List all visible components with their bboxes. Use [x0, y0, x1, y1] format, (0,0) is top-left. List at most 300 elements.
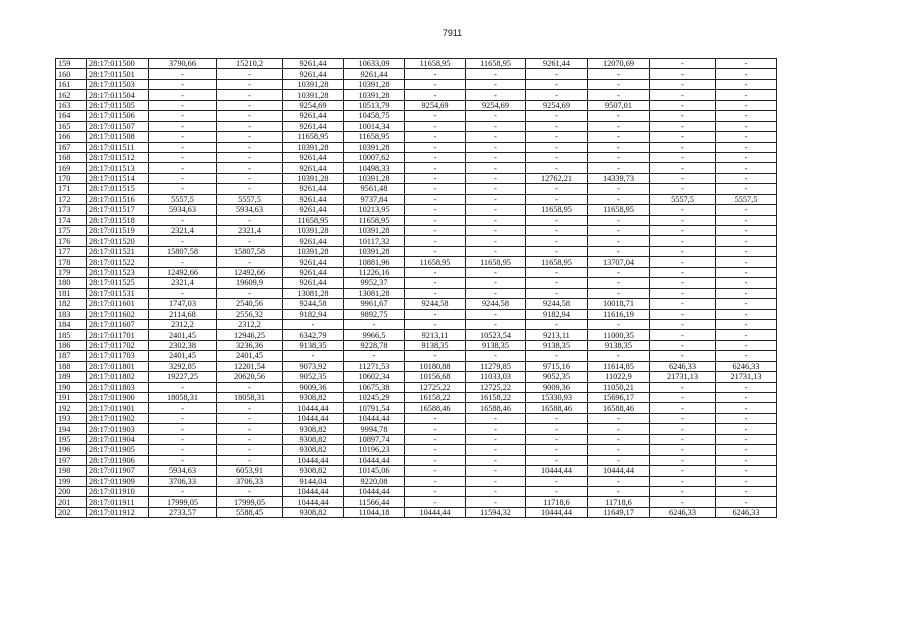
- value-col-6-cell: 10391,28: [344, 226, 405, 236]
- value-col-7-cell: -: [405, 194, 466, 204]
- value-col-6-cell: 10007,62: [344, 152, 405, 162]
- value-col-9-cell: 9715,16: [526, 361, 588, 371]
- value-col-12-cell: -: [716, 299, 777, 309]
- value-col-5-cell: 9144,04: [283, 476, 344, 486]
- value-col-5-cell: -: [283, 351, 344, 361]
- value-col-12-cell: -: [716, 184, 777, 194]
- value-col-9-cell: 9182,94: [526, 309, 588, 319]
- value-col-6-cell: 10675,38: [344, 382, 405, 392]
- value-col-4-cell: -: [217, 236, 283, 246]
- value-col-8-cell: -: [466, 486, 526, 496]
- row-number-cell: 166: [56, 132, 87, 142]
- cadastral-quarter-cell: 28:17:011521: [87, 246, 149, 256]
- value-col-3-cell: -: [149, 100, 217, 110]
- table-row: [56, 507, 777, 517]
- value-col-9-cell: 9254,69: [526, 100, 588, 110]
- value-col-8-cell: 11033,03: [466, 372, 526, 382]
- row-number-cell: 194: [56, 424, 87, 434]
- value-col-11-cell: -: [650, 403, 716, 413]
- row-number-cell: 168: [56, 152, 87, 162]
- row-number-cell: 178: [56, 257, 87, 267]
- cadastral-quarter-cell: 28:17:011803: [87, 382, 149, 392]
- value-col-3-cell: 3706,33: [149, 476, 217, 486]
- value-col-8-cell: -: [466, 152, 526, 162]
- row-number-cell: 187: [56, 351, 87, 361]
- value-col-3-cell: -: [149, 413, 217, 423]
- value-col-9-cell: 15330,93: [526, 393, 588, 403]
- value-col-8-cell: 16588,46: [466, 403, 526, 413]
- cadastral-quarter-cell: 28:17:011505: [87, 100, 149, 110]
- row-number-cell: 180: [56, 278, 87, 288]
- value-col-6-cell: 9952,37: [344, 278, 405, 288]
- value-col-6-cell: 10444,44: [344, 455, 405, 465]
- value-col-8-cell: -: [466, 455, 526, 465]
- row-number-cell: 160: [56, 69, 87, 79]
- value-col-10-cell: -: [588, 476, 650, 486]
- value-col-10-cell: 10444,44: [588, 466, 650, 476]
- value-col-9-cell: -: [526, 111, 588, 121]
- value-col-3-cell: 2312,2: [149, 319, 217, 329]
- value-col-7-cell: -: [405, 445, 466, 455]
- value-col-3-cell: -: [149, 424, 217, 434]
- value-col-7-cell: -: [405, 497, 466, 507]
- value-col-11-cell: -: [650, 476, 716, 486]
- value-col-6-cell: 10897,74: [344, 434, 405, 444]
- value-col-8-cell: 16158,22: [466, 393, 526, 403]
- value-col-7-cell: -: [405, 90, 466, 100]
- value-col-6-cell: 10444,44: [344, 486, 405, 496]
- value-col-9-cell: -: [526, 278, 588, 288]
- value-col-12-cell: -: [716, 393, 777, 403]
- table-row: [56, 100, 777, 110]
- value-col-11-cell: -: [650, 340, 716, 350]
- value-col-11-cell: -: [650, 69, 716, 79]
- value-col-3-cell: 15807,58: [149, 246, 217, 256]
- value-col-11-cell: -: [650, 486, 716, 496]
- value-col-10-cell: -: [588, 132, 650, 142]
- value-col-11-cell: -: [650, 121, 716, 131]
- value-col-10-cell: -: [588, 246, 650, 256]
- value-col-7-cell: -: [405, 319, 466, 329]
- value-col-9-cell: -: [526, 486, 588, 496]
- cadastral-quarter-cell: 28:17:011507: [87, 121, 149, 131]
- value-col-4-cell: 12492,66: [217, 267, 283, 277]
- value-col-10-cell: -: [588, 121, 650, 131]
- value-col-8-cell: -: [466, 79, 526, 89]
- table-row: [56, 476, 777, 486]
- value-col-9-cell: -: [526, 424, 588, 434]
- row-number-cell: 174: [56, 215, 87, 225]
- cadastral-quarter-cell: 28:17:011911: [87, 497, 149, 507]
- value-col-7-cell: -: [405, 142, 466, 152]
- cadastral-quarter-cell: 28:17:011508: [87, 132, 149, 142]
- value-col-12-cell: 5557,5: [716, 194, 777, 204]
- value-col-4-cell: 2312,2: [217, 319, 283, 329]
- value-col-3-cell: 3790,66: [149, 59, 217, 69]
- value-col-11-cell: -: [650, 90, 716, 100]
- value-col-3-cell: 2321,4: [149, 278, 217, 288]
- row-number-cell: 177: [56, 246, 87, 256]
- value-col-5-cell: 9261,44: [283, 205, 344, 215]
- value-col-10-cell: -: [588, 69, 650, 79]
- value-col-3-cell: -: [149, 173, 217, 183]
- value-col-6-cell: 11658,95: [344, 132, 405, 142]
- value-col-6-cell: 9892,75: [344, 309, 405, 319]
- value-col-11-cell: -: [650, 434, 716, 444]
- table-row: [56, 288, 777, 298]
- value-col-3-cell: 17999,05: [149, 497, 217, 507]
- table-row: [56, 382, 777, 392]
- value-col-6-cell: 11226,16: [344, 267, 405, 277]
- value-col-9-cell: -: [526, 236, 588, 246]
- value-col-8-cell: -: [466, 69, 526, 79]
- value-col-4-cell: 3706,33: [217, 476, 283, 486]
- value-col-7-cell: 16158,22: [405, 393, 466, 403]
- value-col-5-cell: 9308,82: [283, 466, 344, 476]
- value-col-7-cell: -: [405, 69, 466, 79]
- value-col-8-cell: 11594,32: [466, 507, 526, 517]
- value-col-3-cell: 2321,4: [149, 226, 217, 236]
- value-col-8-cell: -: [466, 184, 526, 194]
- table-row: [56, 205, 777, 215]
- value-col-10-cell: -: [588, 194, 650, 204]
- value-col-10-cell: 11022,9: [588, 372, 650, 382]
- value-col-7-cell: -: [405, 486, 466, 496]
- value-col-12-cell: -: [716, 132, 777, 142]
- value-col-4-cell: 15807,58: [217, 246, 283, 256]
- value-col-7-cell: -: [405, 424, 466, 434]
- row-number-cell: 184: [56, 319, 87, 329]
- table-row: [56, 278, 777, 288]
- table-row: [56, 372, 777, 382]
- value-col-6-cell: 9961,67: [344, 299, 405, 309]
- value-col-5-cell: 9308,82: [283, 507, 344, 517]
- cadastral-quarter-cell: 28:17:011607: [87, 319, 149, 329]
- table-row: [56, 194, 777, 204]
- table-row: [56, 236, 777, 246]
- value-col-9-cell: -: [526, 163, 588, 173]
- value-col-11-cell: -: [650, 309, 716, 319]
- value-col-9-cell: -: [526, 319, 588, 329]
- cadastral-quarter-cell: 28:17:011905: [87, 445, 149, 455]
- table-row: [56, 330, 777, 340]
- value-col-10-cell: 11050,21: [588, 382, 650, 392]
- table-row: [56, 226, 777, 236]
- cadastral-quarter-cell: 28:17:011602: [87, 309, 149, 319]
- value-col-4-cell: 5588,45: [217, 507, 283, 517]
- table-row: [56, 246, 777, 256]
- value-col-10-cell: 11718,6: [588, 497, 650, 507]
- value-col-10-cell: 9138,35: [588, 340, 650, 350]
- value-col-5-cell: 9244,58: [283, 299, 344, 309]
- row-number-cell: 193: [56, 413, 87, 423]
- value-col-10-cell: -: [588, 424, 650, 434]
- table-row: [56, 215, 777, 225]
- value-col-8-cell: -: [466, 163, 526, 173]
- value-col-3-cell: 2401,45: [149, 351, 217, 361]
- value-col-12-cell: -: [716, 319, 777, 329]
- cadastral-quarter-cell: 28:17:011519: [87, 226, 149, 236]
- value-col-10-cell: -: [588, 267, 650, 277]
- value-col-12-cell: -: [716, 163, 777, 173]
- value-col-4-cell: -: [217, 152, 283, 162]
- value-col-12-cell: -: [716, 205, 777, 215]
- value-col-11-cell: -: [650, 455, 716, 465]
- value-col-8-cell: -: [466, 173, 526, 183]
- value-col-3-cell: -: [149, 403, 217, 413]
- value-col-3-cell: -: [149, 132, 217, 142]
- value-col-9-cell: 10444,44: [526, 507, 588, 517]
- value-col-3-cell: 19227,25: [149, 372, 217, 382]
- value-col-9-cell: -: [526, 267, 588, 277]
- value-col-9-cell: 9244,58: [526, 299, 588, 309]
- value-col-7-cell: 16588,46: [405, 403, 466, 413]
- value-col-12-cell: -: [716, 340, 777, 350]
- row-number-cell: 179: [56, 267, 87, 277]
- value-col-11-cell: -: [650, 299, 716, 309]
- row-number-cell: 200: [56, 486, 87, 496]
- value-col-9-cell: -: [526, 142, 588, 152]
- value-col-8-cell: -: [466, 121, 526, 131]
- value-col-6-cell: 9561,48: [344, 184, 405, 194]
- value-col-5-cell: 9254,69: [283, 100, 344, 110]
- table-row: [56, 142, 777, 152]
- value-col-3-cell: -: [149, 163, 217, 173]
- value-col-12-cell: -: [716, 59, 777, 69]
- value-col-3-cell: -: [149, 142, 217, 152]
- value-col-4-cell: -: [217, 79, 283, 89]
- table-row: [56, 455, 777, 465]
- row-number-cell: 191: [56, 393, 87, 403]
- value-col-8-cell: -: [466, 246, 526, 256]
- value-col-11-cell: -: [650, 205, 716, 215]
- cadastral-value-table: [55, 58, 777, 518]
- value-col-11-cell: 6246,33: [650, 507, 716, 517]
- value-col-3-cell: 3292,85: [149, 361, 217, 371]
- value-col-7-cell: -: [405, 267, 466, 277]
- table-row: [56, 497, 777, 507]
- table-row: [56, 69, 777, 79]
- value-col-4-cell: 17999,05: [217, 497, 283, 507]
- value-col-9-cell: -: [526, 445, 588, 455]
- value-col-4-cell: -: [217, 163, 283, 173]
- value-col-5-cell: 11658,95: [283, 215, 344, 225]
- value-col-3-cell: -: [149, 486, 217, 496]
- value-col-4-cell: -: [217, 173, 283, 183]
- cadastral-quarter-cell: 28:17:011910: [87, 486, 149, 496]
- value-col-5-cell: 9261,44: [283, 278, 344, 288]
- value-col-5-cell: 9261,44: [283, 121, 344, 131]
- value-col-9-cell: 16588,46: [526, 403, 588, 413]
- value-col-12-cell: 6246,33: [716, 361, 777, 371]
- row-number-cell: 161: [56, 79, 87, 89]
- value-col-11-cell: -: [650, 100, 716, 110]
- table-row: [56, 173, 777, 183]
- value-col-4-cell: -: [217, 455, 283, 465]
- value-col-7-cell: -: [405, 476, 466, 486]
- value-col-12-cell: -: [716, 351, 777, 361]
- cadastral-quarter-cell: 28:17:011513: [87, 163, 149, 173]
- value-col-12-cell: -: [716, 246, 777, 256]
- value-col-4-cell: -: [217, 90, 283, 100]
- value-col-10-cell: -: [588, 111, 650, 121]
- value-col-3-cell: -: [149, 445, 217, 455]
- value-col-3-cell: -: [149, 382, 217, 392]
- value-col-6-cell: 11566,44: [344, 497, 405, 507]
- table-row: [56, 184, 777, 194]
- cadastral-quarter-cell: 28:17:011912: [87, 507, 149, 517]
- value-col-8-cell: -: [466, 111, 526, 121]
- table-row: [56, 59, 777, 69]
- value-col-10-cell: -: [588, 319, 650, 329]
- cadastral-quarter-cell: 28:17:011500: [87, 59, 149, 69]
- value-col-4-cell: 3236,36: [217, 340, 283, 350]
- value-col-6-cell: 10196,23: [344, 445, 405, 455]
- value-col-5-cell: 9308,82: [283, 424, 344, 434]
- cadastral-quarter-cell: 28:17:011900: [87, 393, 149, 403]
- value-col-5-cell: 9073,92: [283, 361, 344, 371]
- value-col-3-cell: 12492,66: [149, 267, 217, 277]
- table-row: [56, 111, 777, 121]
- cadastral-quarter-cell: 28:17:011515: [87, 184, 149, 194]
- value-col-10-cell: -: [588, 215, 650, 225]
- value-col-8-cell: -: [466, 319, 526, 329]
- value-col-10-cell: 11614,85: [588, 361, 650, 371]
- row-number-cell: 199: [56, 476, 87, 486]
- value-col-10-cell: 11649,17: [588, 507, 650, 517]
- row-number-cell: 165: [56, 121, 87, 131]
- value-col-5-cell: 9052,35: [283, 372, 344, 382]
- value-col-6-cell: 10245,29: [344, 393, 405, 403]
- value-col-10-cell: 10018,71: [588, 299, 650, 309]
- value-col-3-cell: -: [149, 79, 217, 89]
- value-col-9-cell: 11718,6: [526, 497, 588, 507]
- value-col-7-cell: 9213,11: [405, 330, 466, 340]
- value-col-6-cell: 11044,18: [344, 507, 405, 517]
- value-col-11-cell: -: [650, 466, 716, 476]
- value-col-7-cell: 11658,95: [405, 59, 466, 69]
- value-col-5-cell: 6342,79: [283, 330, 344, 340]
- cadastral-quarter-cell: 28:17:011801: [87, 361, 149, 371]
- value-col-10-cell: 14339,73: [588, 173, 650, 183]
- cadastral-quarter-cell: 28:17:011903: [87, 424, 149, 434]
- value-col-5-cell: 9261,44: [283, 236, 344, 246]
- value-col-5-cell: 9261,44: [283, 163, 344, 173]
- cadastral-quarter-cell: 28:17:011501: [87, 69, 149, 79]
- value-col-11-cell: -: [650, 424, 716, 434]
- value-col-7-cell: -: [405, 121, 466, 131]
- value-col-11-cell: -: [650, 163, 716, 173]
- value-col-8-cell: -: [466, 288, 526, 298]
- value-col-7-cell: -: [405, 309, 466, 319]
- value-col-4-cell: -: [217, 111, 283, 121]
- cadastral-quarter-cell: 28:17:011522: [87, 257, 149, 267]
- value-col-4-cell: -: [217, 142, 283, 152]
- value-col-4-cell: -: [217, 413, 283, 423]
- value-col-6-cell: 9994,78: [344, 424, 405, 434]
- value-col-8-cell: 11658,95: [466, 257, 526, 267]
- value-col-11-cell: 5557,5: [650, 194, 716, 204]
- value-col-10-cell: -: [588, 486, 650, 496]
- row-number-cell: 195: [56, 434, 87, 444]
- cadastral-quarter-cell: 28:17:011503: [87, 79, 149, 89]
- value-col-12-cell: -: [716, 403, 777, 413]
- value-col-8-cell: -: [466, 424, 526, 434]
- value-col-3-cell: -: [149, 152, 217, 162]
- value-col-8-cell: -: [466, 90, 526, 100]
- row-number-cell: 172: [56, 194, 87, 204]
- table-row: [56, 403, 777, 413]
- cadastral-quarter-cell: 28:17:011512: [87, 152, 149, 162]
- value-col-6-cell: 10145,06: [344, 466, 405, 476]
- value-col-8-cell: 12725,22: [466, 382, 526, 392]
- cadastral-quarter-cell: 28:17:011906: [87, 455, 149, 465]
- value-col-9-cell: 12762,21: [526, 173, 588, 183]
- value-col-7-cell: 12725,22: [405, 382, 466, 392]
- value-col-12-cell: -: [716, 257, 777, 267]
- value-col-3-cell: -: [149, 215, 217, 225]
- value-col-12-cell: -: [716, 309, 777, 319]
- cadastral-quarter-cell: 28:17:011907: [87, 466, 149, 476]
- value-col-12-cell: -: [716, 330, 777, 340]
- value-col-3-cell: 2114,68: [149, 309, 217, 319]
- value-col-5-cell: 9138,35: [283, 340, 344, 350]
- row-number-cell: 185: [56, 330, 87, 340]
- value-col-3-cell: -: [149, 288, 217, 298]
- value-col-11-cell: -: [650, 351, 716, 361]
- value-col-8-cell: -: [466, 445, 526, 455]
- value-col-8-cell: -: [466, 215, 526, 225]
- value-col-4-cell: 2321,4: [217, 226, 283, 236]
- row-number-cell: 159: [56, 59, 87, 69]
- row-number-cell: 201: [56, 497, 87, 507]
- value-col-6-cell: -: [344, 351, 405, 361]
- value-col-3-cell: 2401,45: [149, 330, 217, 340]
- value-col-6-cell: 11658,95: [344, 215, 405, 225]
- value-col-5-cell: 9308,82: [283, 434, 344, 444]
- value-col-12-cell: -: [716, 90, 777, 100]
- value-col-9-cell: -: [526, 194, 588, 204]
- cadastral-quarter-cell: 28:17:011703: [87, 351, 149, 361]
- value-col-10-cell: 11616,19: [588, 309, 650, 319]
- value-col-10-cell: -: [588, 236, 650, 246]
- table-row: [56, 319, 777, 329]
- value-col-9-cell: -: [526, 413, 588, 423]
- row-number-cell: 162: [56, 90, 87, 100]
- value-col-5-cell: 10391,28: [283, 142, 344, 152]
- value-col-3-cell: -: [149, 90, 217, 100]
- value-col-12-cell: -: [716, 288, 777, 298]
- value-col-9-cell: -: [526, 69, 588, 79]
- cadastral-quarter-cell: 28:17:011902: [87, 413, 149, 423]
- value-col-12-cell: -: [716, 278, 777, 288]
- value-col-7-cell: -: [405, 132, 466, 142]
- value-col-11-cell: -: [650, 184, 716, 194]
- value-col-8-cell: -: [466, 476, 526, 486]
- value-col-5-cell: 9261,44: [283, 184, 344, 194]
- cadastral-quarter-cell: 28:17:011525: [87, 278, 149, 288]
- value-col-10-cell: -: [588, 90, 650, 100]
- value-col-6-cell: 10444,44: [344, 413, 405, 423]
- value-col-9-cell: -: [526, 90, 588, 100]
- value-col-3-cell: -: [149, 455, 217, 465]
- value-col-10-cell: -: [588, 351, 650, 361]
- value-col-12-cell: -: [716, 152, 777, 162]
- table-row: [56, 361, 777, 371]
- value-col-5-cell: 9261,44: [283, 152, 344, 162]
- value-col-7-cell: 10180,88: [405, 361, 466, 371]
- value-col-7-cell: -: [405, 152, 466, 162]
